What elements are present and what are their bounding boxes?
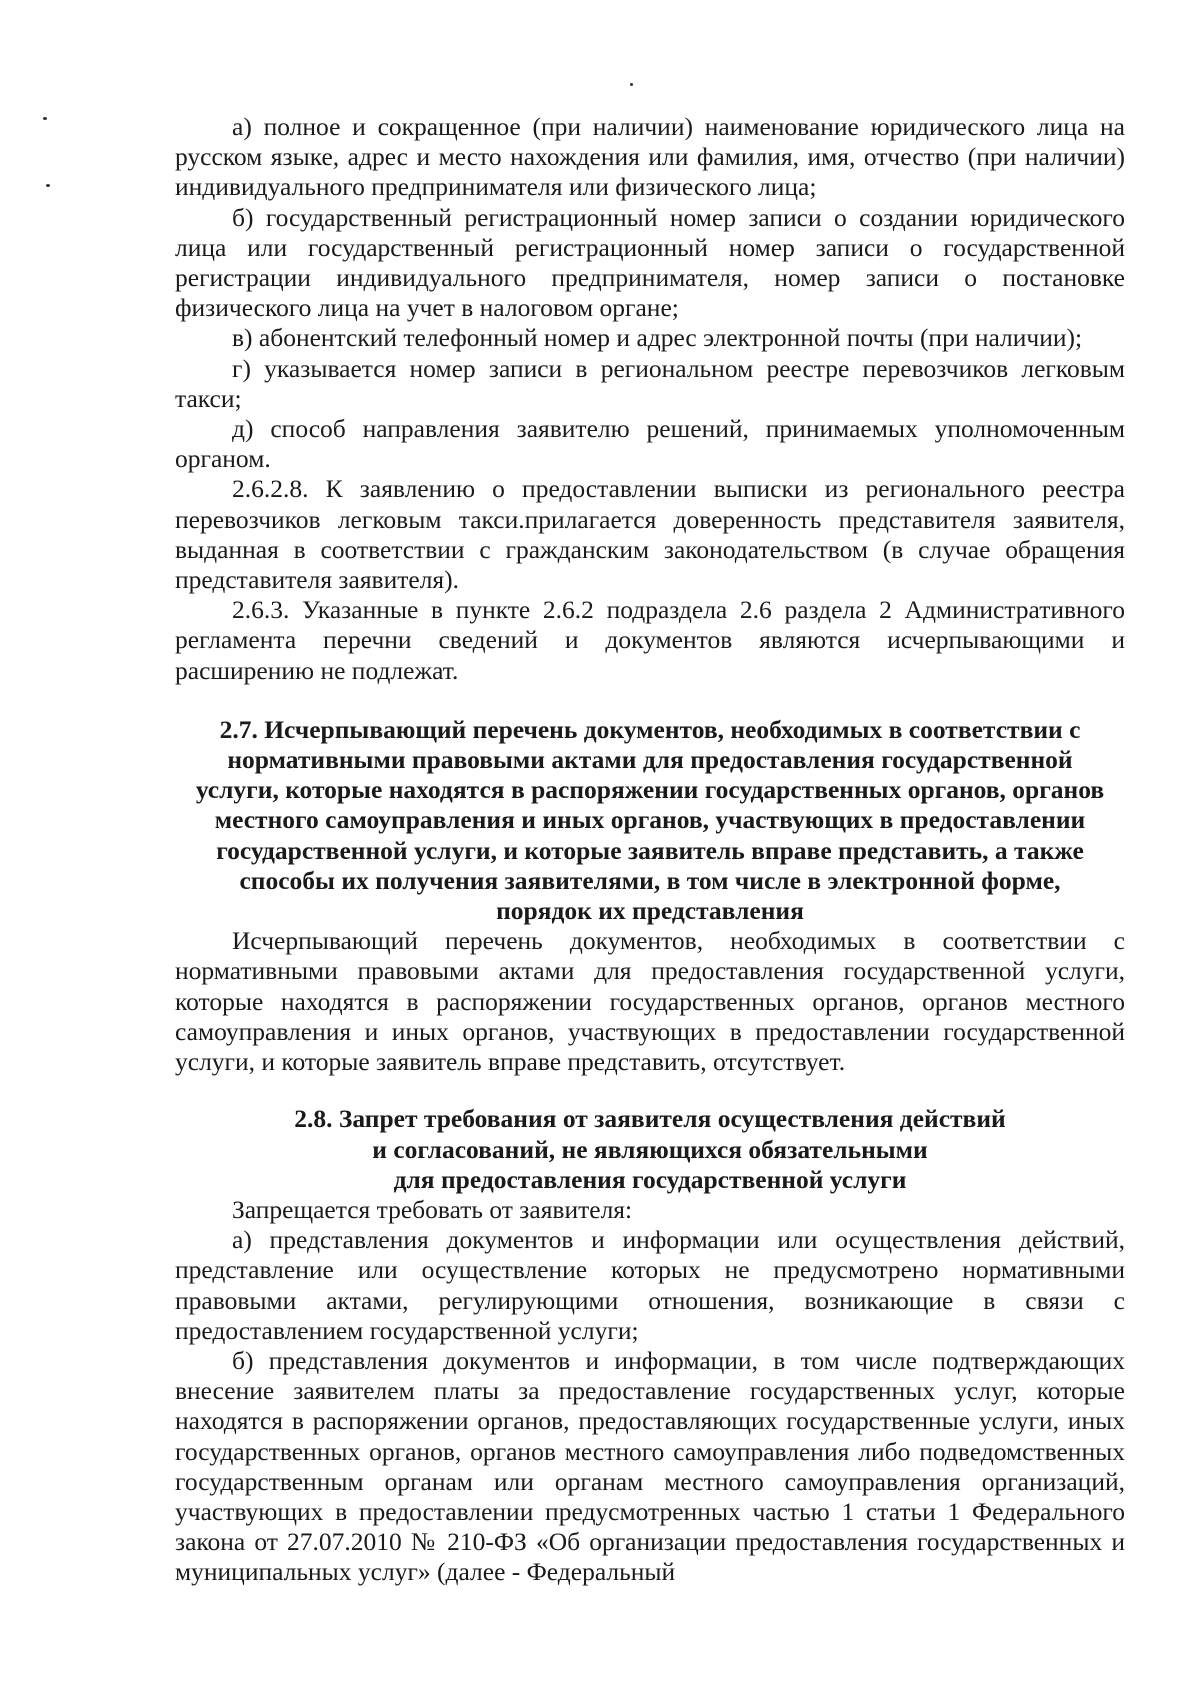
section-2-7-heading [175, 715, 1125, 926]
scan-speck [43, 117, 47, 120]
document-page [175, 112, 1125, 1588]
heading-line: способы их получения заявителями, в том числе в электронной форме, [239, 865, 1061, 895]
heading-line: нормативными правовыми актами для предоставления государственной [227, 745, 1073, 775]
section-2-8-item-b: б) представления документов и информации, в том числе подтверждающих внесение заявителем платы за предоставление государственных услуг, которые находятся в распоряжении органов, предоставляющих государственные услуги, иных государственных органов, органов местного самоуправления либо подведомственных государственным органам или органам местного самоуправления организаций, участвующих в предоставлении предусмотренных частью 1 статьи 1 Федерального закона от 27.07.2010 № 210-ФЗ «Об организации предоставления государственных и муниципальных услуг» (далее - Федеральный [175, 1345, 1125, 1587]
heading-line: государственной услуги, и которые заявитель вправе представить, а также [216, 835, 1084, 865]
clause-2-6-2-8-paragraph: 2.6.2.8. К заявлению о предоставлении выписки из регионального реестра перевозчиков легковым такси.прилагается доверенность представителя заявителя, выданная в соответствии с гражданским законодательством (в случае обращения представителя заявителя). [175, 474, 1125, 595]
heading-line: для предоставления государственной услуги [393, 1164, 907, 1194]
section-2-8-item-a: а) представления документов и информации или осуществления действий, представление или осуществление которых не предусмотрено нормативными правовыми актами, регулирующими отношения, возникающие в связи с предоставлением государственной услуги; [175, 1225, 1125, 1345]
section-2-7-body: Исчерпывающий перечень документов, необходимых в соответствии с нормативными правовыми актами для предоставления государственной услуги, которые находятся в распоряжении государственных органов, органов местного самоуправления и иных органов, участвующих в предоставлении государственной услуги, и которые заявитель вправе представить, отсутствует. [175, 926, 1125, 1077]
heading-line: порядок их представления [496, 896, 804, 926]
clause-2-6-3-paragraph: 2.6.3. Указанные в пункте 2.6.2 подраздела 2.6 раздела 2 Административного регламента перечни сведений и документов являются исчерпывающими и расширению не подлежат. [175, 595, 1125, 685]
item-v-paragraph: в) абонентский телефонный номер и адрес электронной почты (при наличии); [232, 323, 1083, 353]
heading-line: 2.8. Запрет требования от заявителя осуществления действий [294, 1104, 1006, 1134]
scan-speck [46, 184, 50, 187]
heading-line: 2.7. Исчерпывающий перечень документов, необходимых в соответствии с [219, 714, 1081, 744]
section-2-8-heading [175, 1104, 1125, 1195]
item-a-paragraph: а) полное и сокращенное (при наличии) наименование юридического лица на русском языке, адрес и место нахождения или фамилия, имя, отчество (при наличии) индивидуального предпринимателя или физического лица; [175, 112, 1125, 202]
heading-line: и согласований, не являющихся обязательными [372, 1134, 928, 1164]
heading-line: услуги, которые находятся в распоряжении государственных органов, органов [195, 775, 1105, 805]
item-g-paragraph: г) указывается номер записи в региональном реестре перевозчиков легковым такси; [175, 353, 1125, 413]
item-b-paragraph: б) государственный регистрационный номер записи о создании юридического лица или государственный регистрационный номер записи о государственной регистрации индивидуального предпринимателя, номер записи о постановке физического лица на учет в налоговом органе; [175, 202, 1125, 323]
item-d-paragraph: д) способ направления заявителю решений, принимаемых уполномоченным органом. [175, 414, 1125, 474]
heading-line: местного самоуправления и иных органов, участвующих в предоставлении [214, 805, 1086, 835]
section-2-8-intro: Запрещается требовать от заявителя: [232, 1194, 633, 1224]
scan-speck [630, 83, 633, 86]
